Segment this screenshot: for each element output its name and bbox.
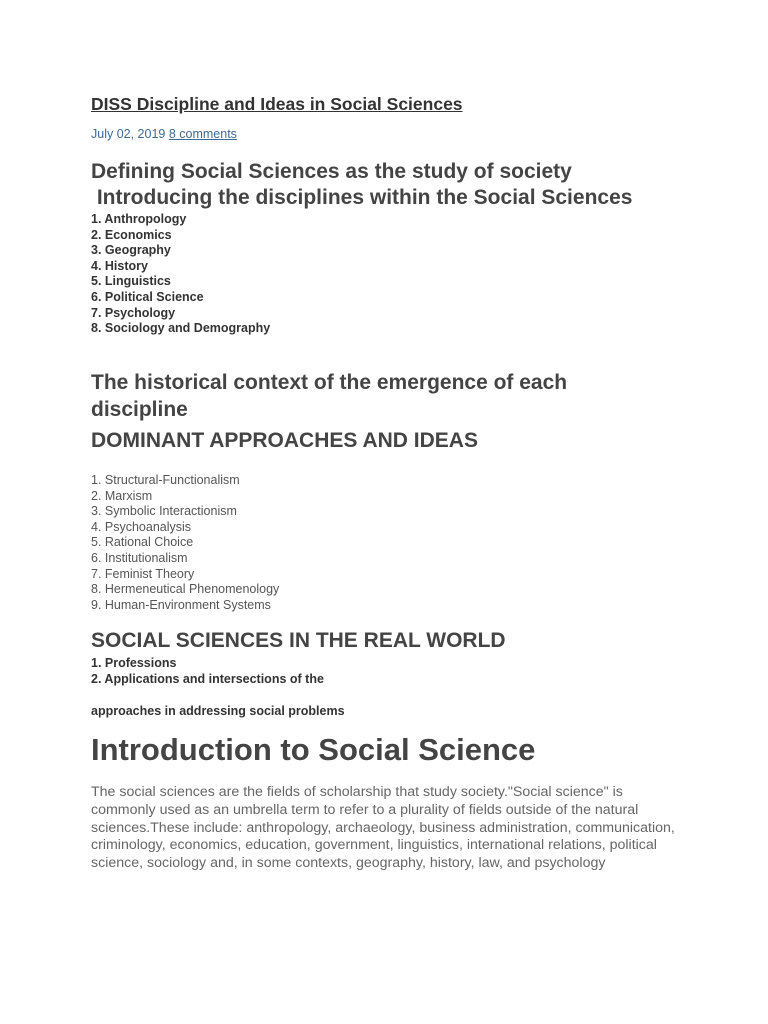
intro-heading	[91, 159, 632, 211]
list-item: 1. Anthropology	[91, 212, 187, 226]
list-item: 4. Psychoanalysis	[91, 519, 192, 534]
list-item: 1. Professions	[91, 656, 177, 670]
approaches-list	[91, 473, 279, 613]
list-item: 2. Economics	[91, 227, 172, 242]
introduction-heading: Introduction to Social Science	[91, 732, 536, 767]
disciplines-list	[91, 212, 270, 337]
list-item: 2. Marxism	[91, 488, 153, 503]
history-heading: The historical context of the emergence of each discipline	[91, 371, 568, 421]
post-date: July 02, 2019	[91, 127, 166, 141]
list-item: 2. Applications and intersections of the	[91, 671, 324, 686]
comments-link[interactable]: 8 comments	[168, 127, 237, 141]
list-item: 6. Political Science	[91, 289, 204, 304]
list-item: 7. Feminist Theory	[91, 566, 195, 581]
list-item: 4. History	[91, 258, 148, 273]
list-item: 1. Structural-Functionalism	[91, 473, 240, 487]
post-meta	[91, 127, 237, 141]
real-world-list	[91, 656, 324, 687]
list-item: 9. Human-Environment Systems	[91, 597, 271, 612]
real-world-heading: SOCIAL SCIENCES IN THE REAL WORLD	[91, 629, 506, 652]
introduction-paragraph: The social sciences are the fields of scholarship that study society."Social science" is commonly used as an umbrella term to refer to a plurality of fields outside of the natural sciences.These include: anthropology, archaeology, business administration, communication, criminology, economics, education, government, linguistics, international relations, political science, sociology and, in some contexts, geography, history, law, and psychology	[91, 784, 675, 872]
approaches-heading: DOMINANT APPROACHES AND IDEAS	[91, 429, 478, 452]
list-item: 5. Linguistics	[91, 274, 171, 289]
intro-heading-line2: Introducing the disciplines within the Social Sciences	[91, 186, 633, 209]
list-item: 3. Geography	[91, 243, 171, 258]
list-item: 5. Rational Choice	[91, 535, 194, 550]
intro-heading-line1: Defining Social Sciences as the study of society	[91, 160, 572, 183]
list-item: 8. Hermeneutical Phenomenology	[91, 582, 280, 597]
real-world-continuation: approaches in addressing social problems	[91, 704, 345, 718]
list-item: 3. Symbolic Interactionism	[91, 504, 237, 519]
post-title-link[interactable]: DISS Discipline and Ideas in Social Sciences	[91, 94, 463, 114]
list-item: 7. Psychology	[91, 305, 176, 320]
list-item: 6. Institutionalism	[91, 550, 188, 565]
list-item: 8. Sociology and Demography	[91, 321, 271, 336]
